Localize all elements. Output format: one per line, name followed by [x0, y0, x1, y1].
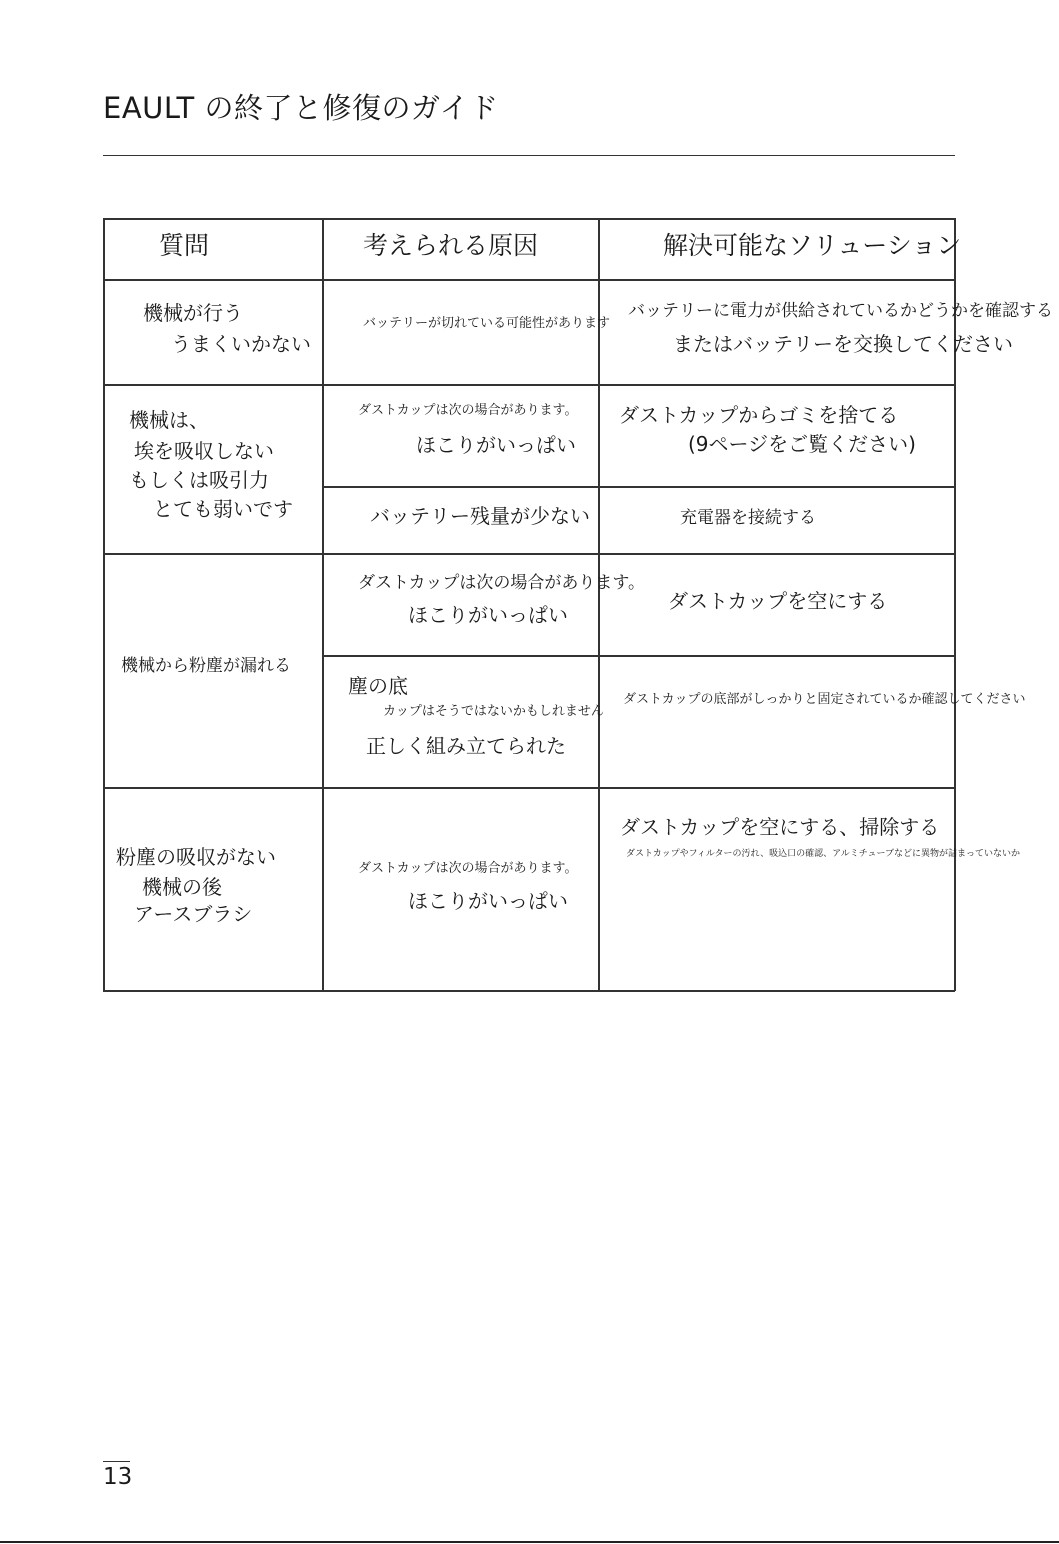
row2a-cause-line1: ダストカップは次の場合があります。 [358, 403, 578, 418]
row2b-cause: バッテリー残量が少ない [370, 504, 590, 528]
row2-question-line1: 機械は、 [129, 408, 209, 432]
row4-question-line2: 機械の後 [142, 875, 222, 899]
header-divider [103, 279, 955, 281]
header-question: 質問 [159, 231, 210, 260]
row2-question-line2: 埃を吸収しない [134, 439, 274, 463]
bottom-edge-rule [0, 1541, 1059, 1543]
table-border-bottom [103, 990, 955, 992]
row1-question-line1: 機械が行う [143, 301, 243, 325]
row3b-cause-line1: 塵の底 [348, 674, 408, 698]
row2a-cause-line2: ほこりがいっぱい [416, 433, 576, 457]
table-border-left [103, 218, 105, 991]
row3a-cause-line1: ダストカップは次の場合があります。 [358, 573, 645, 593]
row-divider [103, 787, 955, 789]
header-cause: 考えられる原因 [363, 231, 539, 260]
row3b-solution: ダストカップの底部がしっかりと固定されているか確認してください [623, 692, 1026, 707]
row-divider [103, 384, 955, 386]
header-solution: 解決可能なソリューション [663, 231, 962, 260]
row1-solution-line2: またはバッテリーを交換してください [673, 332, 1013, 356]
row3a-cause-line2: ほこりがいっぱい [408, 603, 568, 627]
sub-row-divider [322, 486, 955, 488]
page-number: 13 [103, 1464, 133, 1490]
row2-question-line3: もしくは吸引力 [129, 468, 269, 492]
troubleshooting-table [103, 218, 1053, 991]
row4-solution-line2: ダストカップやフィルターの汚れ、吸込口の確認、アルミチューブなどに異物が詰まっていないか [626, 849, 1021, 859]
row3-question: 機械から粉塵が漏れる [121, 656, 291, 676]
column-divider [322, 218, 324, 991]
row2b-solution: 充電器を接続する [680, 508, 816, 528]
row4-question-line3: アースブラシ [134, 902, 253, 926]
row3b-cause-line3: 正しく組み立てられた [366, 734, 566, 758]
row4-solution-line1: ダストカップを空にする、掃除する [620, 815, 940, 839]
sub-row-divider [322, 655, 955, 657]
row1-question-line2: うまくいかない [171, 332, 311, 356]
row4-cause-line2: ほこりがいっぱい [408, 889, 568, 913]
page-number-divider [103, 1461, 130, 1462]
row-divider [103, 553, 955, 555]
row1-solution-line1: バッテリーに電力が供給されているかどうかを確認する [628, 301, 1053, 321]
row4-cause-line1: ダストカップは次の場合があります。 [358, 861, 578, 876]
table-border-top [103, 218, 955, 220]
row2a-solution-line1: ダストカップからゴミを捨てる [619, 403, 899, 427]
row2-question-line4: とても弱いです [153, 497, 293, 521]
row2a-solution-line2: (9ページをご覧ください) [688, 432, 916, 456]
row1-cause: バッテリーが切れている可能性があります [363, 316, 611, 331]
column-divider [598, 218, 600, 991]
row3b-cause-line2: カップはそうではないかもしれません [383, 704, 604, 719]
row3a-solution: ダストカップを空にする [668, 589, 888, 613]
page-title: EAULT の終了と修復のガイド [103, 91, 499, 125]
title-divider [103, 155, 955, 156]
row4-question-line1: 粉塵の吸収がない [116, 845, 276, 869]
